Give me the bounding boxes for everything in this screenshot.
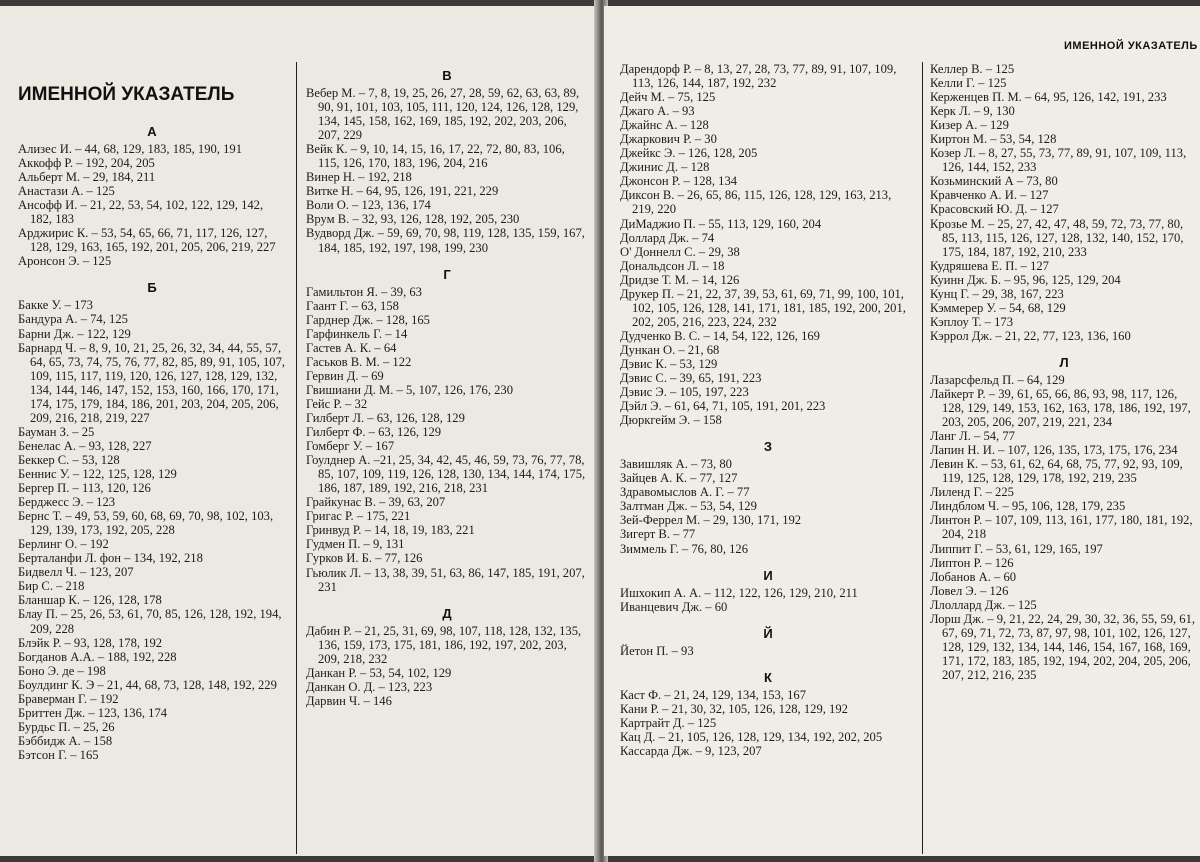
index-entry: Дарвин Ч. – 146	[306, 693, 392, 708]
index-entry: Киртон М. – 53, 54, 128	[930, 132, 1057, 147]
index-entry: Крозье М. – 25, 27, 42, 47, 48, 59, 72, 73, 77, 80, 85, 113, 115, 126, 127, 128, 132, 140, 152, 170, 175, 184, 187, 192, 210, 233	[930, 216, 1184, 259]
index-entry: Иванцевич Дж. – 60	[620, 599, 728, 614]
index-entry: Гилберт Л. – 63, 126, 128, 129	[306, 410, 465, 425]
index-entry: Бэтсон Г. – 165	[18, 747, 99, 762]
index-entry: Гамильтон Я. – 39, 63	[306, 284, 422, 299]
index-entry: Вейк К. – 9, 10, 14, 15, 16, 17, 22, 72, 80, 83, 106, 115, 126, 170, 183, 196, 204, 216	[306, 142, 565, 171]
index-entry: Лорш Дж. – 9, 21, 22, 24, 29, 30, 32, 36, 55, 59, 61, 67, 69, 71, 72, 73, 87, 97, 98, 101, 102, 126, 127, 128, 129, 132, 134, 144, 146, 154, 167, 168, 169, 171, 172, 183, 185, 192, 194, 202, 204, 205, 206, 207, 212, 216, 235	[930, 611, 1196, 682]
index-entry: Козер Л. – 8, 27, 55, 73, 77, 89, 91, 107, 109, 113, 126, 144, 152, 233	[930, 146, 1187, 175]
index-entry: ДиМаджио П. – 55, 113, 129, 160, 204	[620, 216, 822, 231]
index-entry: Беннис У. – 122, 125, 128, 129	[18, 466, 177, 481]
index-entry: Бенелас А. – 93, 128, 227	[18, 438, 152, 453]
index-entry: Ализес И. – 44, 68, 129, 183, 185, 190, 191	[18, 142, 242, 156]
index-entry: Джаго А. – 93	[620, 104, 695, 119]
index-entry: Йетон П. – 93	[620, 643, 694, 658]
index-entry: Красовский Ю. Д. – 127	[930, 202, 1059, 217]
right-column-2	[930, 62, 1198, 682]
index-entry: Грайкунас В. – 39, 63, 207	[306, 495, 446, 510]
index-entry: Бернс Т. – 49, 53, 59, 60, 68, 69, 70, 98, 102, 103, 129, 139, 173, 192, 205, 228	[18, 509, 274, 538]
index-entry: Диксон В. – 26, 65, 86, 115, 126, 128, 129, 163, 213, 219, 220	[620, 188, 892, 217]
index-entry: Дункан О. – 21, 68	[620, 342, 720, 357]
index-entry: Гилберт Ф. – 63, 126, 129	[306, 425, 442, 440]
index-entry: Бэббидж А. – 158	[18, 733, 113, 748]
index-entry: Берлинг О. – 192	[18, 537, 109, 552]
right-page	[604, 6, 1200, 856]
index-entry: Альберт М. – 29, 184, 211	[18, 170, 156, 185]
index-entry: Кунц Г. – 29, 38, 167, 223	[930, 286, 1064, 301]
index-entry: Вудворд Дж. – 59, 69, 70, 98, 119, 128, 135, 159, 167, 184, 185, 192, 197, 198, 199, 230	[306, 226, 585, 255]
index-entry: Зигерт В. – 77	[620, 527, 696, 542]
index-letter: Л	[1059, 354, 1069, 370]
index-entry: Дарендорф Р. – 8, 13, 27, 28, 73, 77, 89, 91, 107, 109, 113, 126, 144, 187, 192, 232	[620, 62, 897, 91]
index-entry: Куинн Дж. Б. – 95, 96, 125, 129, 204	[930, 272, 1121, 287]
index-entry: Лапин Н. И. – 107, 126, 135, 173, 175, 176, 234	[930, 443, 1178, 458]
running-head: ИМЕННОЙ УКАЗАТЕЛЬ	[1064, 40, 1198, 52]
left-column-1	[18, 124, 286, 762]
index-entry: Зайцев А. К. – 77, 127	[620, 471, 738, 486]
index-entry: Линтон Р. – 107, 109, 113, 161, 177, 180, 181, 192, 204, 218	[930, 513, 1193, 542]
index-entry: Беккер С. – 53, 128	[18, 452, 120, 467]
index-entry: Лобанов А. – 60	[930, 569, 1017, 584]
index-entry: Гаськов В. М. – 122	[306, 354, 412, 369]
index-entry: Анастази А. – 125	[18, 184, 115, 199]
index-entry: Джейкс Э. – 126, 128, 205	[620, 146, 758, 161]
index-entry: Джонсон Р. – 128, 134	[620, 174, 738, 189]
index-entry: Левин К. – 53, 61, 62, 64, 68, 75, 77, 92, 93, 109, 119, 125, 128, 129, 178, 192, 219, 235	[930, 457, 1183, 486]
index-entry: Дридзе Т. М. – 14, 126	[620, 272, 740, 287]
index-entry: Джаркович Р. – 30	[620, 132, 717, 147]
index-entry: Дэвис С. – 39, 65, 191, 223	[620, 371, 762, 386]
index-entry: Линдблом Ч. – 95, 106, 128, 179, 235	[930, 499, 1126, 514]
index-entry: Гурков И. Б. – 77, 126	[306, 551, 423, 566]
index-entry: Вебер М. – 7, 8, 19, 25, 26, 27, 28, 59, 62, 63, 63, 89, 90, 91, 101, 103, 105, 111, 120, 124, 126, 128, 129, 134, 145, 158, 162, 169, 185, 192, 202, 203, 206, 207, 229	[306, 86, 580, 143]
index-entry: Ишхокип А. А. – 112, 122, 126, 129, 210, 211	[620, 585, 858, 600]
index-entry: Липпит Г. – 53, 61, 129, 165, 197	[930, 541, 1103, 556]
index-letter: З	[763, 439, 773, 455]
index-entry: Дэйл Э. – 61, 64, 71, 105, 191, 201, 223	[620, 399, 826, 414]
index-letter: Й	[763, 625, 773, 641]
index-entry: Гомберг У. – 167	[306, 439, 395, 454]
index-entry: Бергер П. – 113, 120, 126	[18, 481, 151, 496]
left-page	[0, 6, 596, 856]
index-entry: Дейч М. – 75, 125	[620, 90, 716, 105]
index-entry: Ллоллард Дж. – 125	[930, 597, 1037, 612]
index-entry: Браверман Г. – 192	[18, 691, 119, 706]
index-entry: О' Доннелл С. – 29, 38	[620, 244, 740, 259]
index-entry: Дюркгейм Э. – 158	[620, 413, 722, 428]
index-entry: Гьюлик Л. – 13, 38, 39, 51, 63, 86, 147, 185, 191, 207, 231	[306, 565, 585, 594]
index-entry: Барни Дж. – 122, 129	[18, 326, 131, 341]
index-entry: Данкан О. Д. – 123, 223	[306, 679, 433, 694]
index-entry: Лиленд Г. – 225	[930, 485, 1014, 500]
index-entry: Дабин Р. – 21, 25, 31, 69, 98, 107, 118, 128, 132, 135, 136, 159, 173, 175, 181, 186, 192, 197, 202, 203, 209, 218, 232	[306, 623, 582, 666]
index-entry: Доллард Дж. – 74	[620, 230, 715, 245]
index-entry: Кравченко А. И. – 127	[930, 188, 1049, 203]
index-entry: Берджесс Э. – 123	[18, 495, 116, 510]
index-entry: Блэйк Р. – 93, 128, 178, 192	[18, 635, 163, 650]
index-entry: Козьминский А – 73, 80	[930, 174, 1058, 189]
index-entry: Бурдьс П. – 25, 26	[18, 719, 115, 734]
index-entry: Гудмен П. – 9, 131	[306, 537, 405, 552]
index-entry: Джайнс А. – 128	[620, 118, 709, 133]
index-entry: Керк Л. – 9, 130	[930, 104, 1015, 119]
index-entry: Боулдинг К. Э – 21, 44, 68, 73, 128, 148, 192, 229	[18, 677, 277, 692]
index-letter: К	[764, 669, 772, 685]
index-entry: Аккофф Р. – 192, 204, 205	[18, 156, 155, 171]
index-entry: Бриттен Дж. – 123, 136, 174	[18, 705, 168, 720]
index-entry: Лайкерт Р. – 39, 61, 65, 66, 86, 93, 98, 117, 126, 128, 129, 149, 153, 162, 163, 178, 186, 192, 197, 203, 205, 206, 207, 219, 221, 234	[930, 386, 1191, 430]
index-letter: Д	[442, 605, 452, 621]
index-entry: Завишляк А. – 73, 80	[620, 457, 732, 472]
index-entry: Кац Д. – 21, 105, 126, 128, 129, 134, 192, 202, 205	[620, 729, 883, 744]
index-entry: Врум В. – 32, 93, 126, 128, 192, 205, 230	[306, 212, 520, 227]
index-letter: Б	[147, 280, 157, 296]
index-entry: Витке Н. – 64, 95, 126, 191, 221, 229	[306, 184, 499, 199]
index-entry: Зиммель Г. – 76, 80, 126	[620, 541, 749, 556]
index-entry: Аронсон Э. – 125	[18, 254, 112, 269]
index-entry: Винер Н. – 192, 218	[306, 170, 412, 185]
index-entry: Дэвис К. – 53, 129	[620, 356, 718, 371]
index-letter: И	[763, 567, 773, 583]
index-letter: В	[442, 68, 452, 83]
index-entry: Блау П. – 25, 26, 53, 61, 70, 85, 126, 128, 192, 194, 209, 228	[18, 607, 282, 636]
index-entry: Бидвелл Ч. – 123, 207	[18, 565, 134, 580]
index-entry: Кассарда Дж. – 9, 123, 207	[620, 743, 762, 758]
index-entry: Бланшар К. – 126, 128, 178	[18, 593, 162, 608]
index-entry: Дудченко В. С. – 14, 54, 122, 126, 169	[620, 328, 820, 343]
index-entry: Кизер А. – 129	[930, 118, 1009, 133]
index-entry: Богданов А.А. – 188, 192, 228	[18, 649, 177, 664]
index-entry: Ловел Э. – 126	[930, 583, 1009, 598]
index-entry: Кудряшева Е. П. – 127	[930, 258, 1049, 273]
index-entry: Кани Р. – 21, 30, 32, 105, 126, 128, 129, 192	[620, 701, 848, 716]
index-entry: Дэвис Э. – 105, 197, 223	[620, 385, 749, 400]
index-entry: Берталанфи Л. фон – 134, 192, 218	[18, 551, 203, 566]
index-entry: Липтон Р. – 126	[930, 555, 1014, 570]
index-entry: Кэррол Дж. – 21, 22, 77, 123, 136, 160	[930, 328, 1131, 343]
index-entry: Боно Э. де – 198	[18, 663, 106, 678]
index-entry: Григас Р. – 175, 221	[306, 509, 411, 524]
index-entry: Арджирис К. – 53, 54, 65, 66, 71, 117, 126, 127, 128, 129, 163, 165, 192, 201, 205, 206, 219, 227	[18, 226, 276, 255]
index-entry: Гарднер Дж. – 128, 165	[306, 312, 430, 327]
index-entry: Зей-Феррел М. – 29, 130, 171, 192	[620, 513, 802, 528]
index-entry: Ланг Л. – 54, 77	[930, 429, 1015, 444]
index-entry: Бандура А. – 74, 125	[18, 312, 128, 327]
column-divider	[296, 62, 297, 854]
index-entry: Лазарсфельд П. – 64, 129	[930, 372, 1065, 387]
index-entry: Каст Ф. – 21, 24, 129, 134, 153, 167	[620, 687, 806, 702]
index-entry: Гринвуд Р. – 14, 18, 19, 183, 221	[306, 523, 475, 538]
column-divider	[922, 62, 923, 854]
index-entry: Гастев А. К. – 64	[306, 340, 397, 355]
index-entry: Гоулднер А. –21, 25, 34, 42, 45, 46, 59, 73, 76, 77, 78, 85, 107, 109, 119, 126, 128, 130, 134, 144, 174, 175, 186, 187, 189, 192, 216, 218, 231	[306, 453, 586, 496]
index-entry: Здравомыслов А. Г. – 77	[620, 485, 750, 500]
index-entry: Кэммерер У. – 54, 68, 129	[930, 300, 1066, 315]
index-entry: Ансофф И. – 21, 22, 53, 54, 102, 122, 129, 142, 182, 183	[18, 198, 264, 227]
index-entry: Келли Г. – 125	[930, 76, 1007, 91]
index-entry: Келлер В. – 125	[930, 62, 1015, 76]
index-entry: Воли О. – 123, 136, 174	[306, 198, 431, 213]
index-entry: Дональдсон Л. – 18	[620, 258, 725, 273]
index-entry: Гаант Г. – 63, 158	[306, 298, 399, 313]
index-entry: Бакке У. – 173	[18, 298, 93, 313]
index-letter: Г	[443, 266, 451, 282]
index-entry: Картрайт Д. – 125	[620, 715, 717, 730]
index-entry: Джинис Д. – 128	[620, 160, 710, 175]
index-entry: Кэплоу Т. – 173	[930, 314, 1013, 329]
index-entry: Бауман З. – 25	[18, 424, 95, 439]
index-letter: А	[147, 124, 157, 139]
index-entry: Гервин Д. – 69	[306, 368, 384, 383]
index-entry: Гвишиани Д. М. – 5, 107, 126, 176, 230	[306, 382, 514, 397]
index-entry: Данкан Р. – 53, 54, 102, 129	[306, 665, 452, 680]
index-entry: Гейс Р. – 32	[306, 396, 368, 411]
right-column-1	[620, 62, 916, 758]
index-entry: Барнард Ч. – 8, 9, 10, 21, 25, 26, 32, 34, 44, 55, 57, 64, 65, 73, 74, 75, 76, 77, 82, 85, 89, 91, 105, 107, 109, 115, 117, 119, 120, 126, 127, 128, 129, 132, 134, 144, 146, 147, 152, 153, 160, 166, 170, 171, 174, 175, 179, 184, 186, 201, 203, 204, 205, 206, 209, 216, 218, 219, 227	[18, 340, 286, 425]
page-title: ИМЕННОЙ УКАЗАТЕЛЬ	[18, 84, 235, 105]
left-column-2	[306, 68, 588, 708]
index-entry: Бир С. – 218	[18, 579, 85, 594]
index-entry: Керженцев П. М. – 64, 95, 126, 142, 191, 233	[930, 90, 1167, 105]
index-entry: Гарфинкель Г. – 14	[306, 326, 408, 341]
index-entry: Друкер П. – 21, 22, 37, 39, 53, 61, 69, 71, 99, 100, 101, 102, 105, 126, 128, 141, 171, 181, 185, 192, 200, 201, 202, 205, 216, 223, 224, 232	[620, 286, 906, 329]
index-entry: Залтман Дж. – 53, 54, 129	[620, 499, 757, 514]
